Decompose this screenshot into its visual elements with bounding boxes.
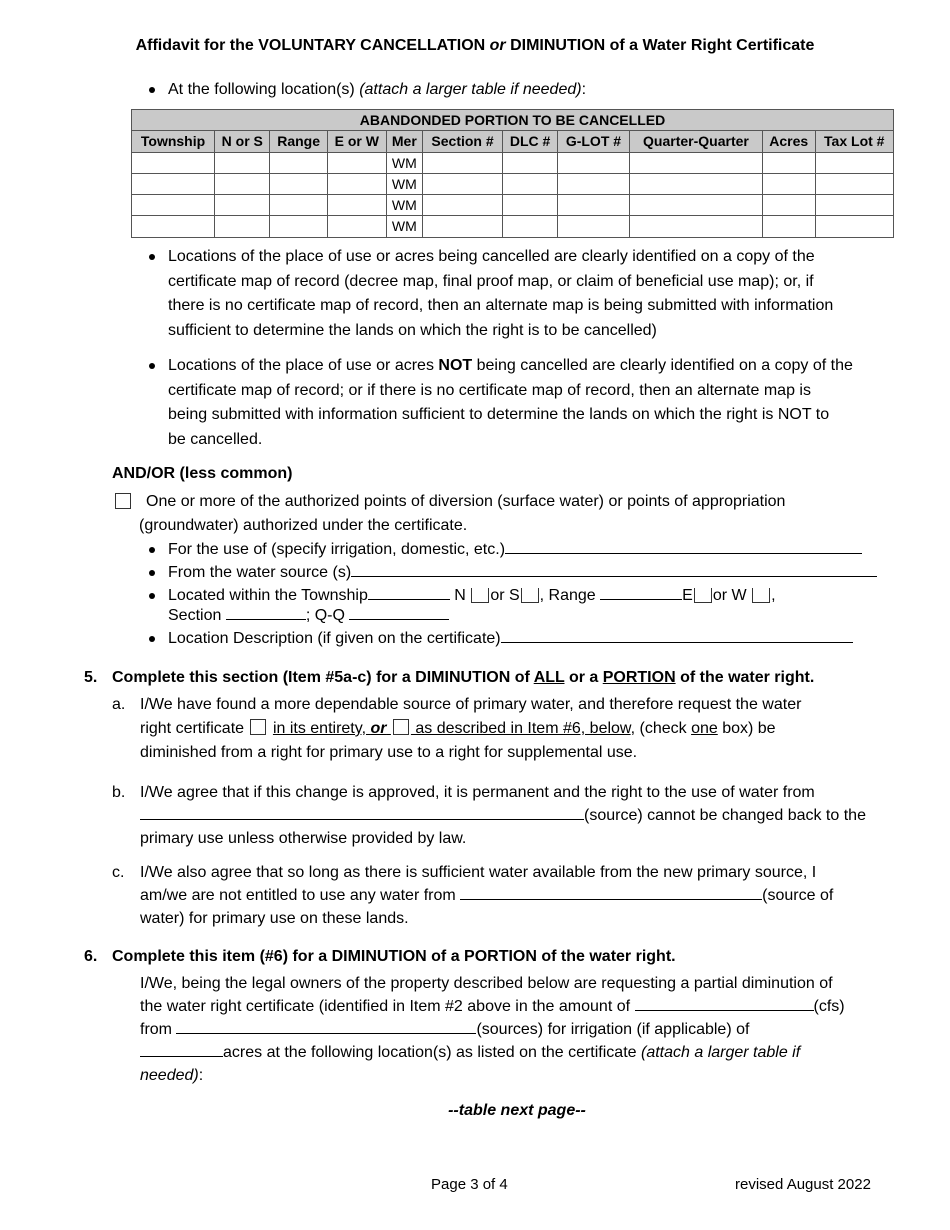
table-cell[interactable] <box>815 152 893 173</box>
table-cell[interactable] <box>327 195 386 216</box>
table-cell[interactable] <box>215 195 270 216</box>
item5c-text: I/We also agree that so long as there is sufficient water available from the new primary source, I am/we are not entitled to use any water from (source of water) for primary use on these lands. <box>140 864 834 927</box>
table-cell: WM <box>386 173 422 194</box>
entirety-checkbox[interactable] <box>250 719 266 735</box>
column-header: DLC # <box>503 131 557 152</box>
table-cell[interactable] <box>762 216 815 237</box>
table-cell[interactable] <box>422 173 503 194</box>
item6-number: 6. <box>84 948 98 965</box>
source-field: From the water source (s) <box>168 561 877 584</box>
table-cell[interactable] <box>270 216 327 237</box>
table-cell[interactable] <box>327 152 386 173</box>
column-header: Mer <box>386 131 422 152</box>
table-cell[interactable] <box>422 195 503 216</box>
table-row <box>132 195 894 216</box>
document-title: Affidavit for the VOLUNTARY CANCELLATION or DIMINUTION of a Water Right Certificate <box>135 37 815 54</box>
source-5b-input[interactable] <box>140 805 584 820</box>
west-checkbox[interactable] <box>752 588 770 603</box>
table-cell[interactable] <box>557 152 629 173</box>
table-cell[interactable] <box>762 195 815 216</box>
table-cell[interactable] <box>503 195 557 216</box>
item5-heading: Complete this section (Item #5a-c) for a DIMINUTION of ALL or a PORTION of the water right. <box>112 669 815 686</box>
column-header: Tax Lot # <box>815 131 893 152</box>
table-cell[interactable] <box>132 216 215 237</box>
page-number: Page 3 of 4 <box>431 1176 508 1193</box>
table-row <box>132 216 894 237</box>
andor-heading: AND/OR (less common) <box>112 465 293 482</box>
column-header: N or S <box>215 131 270 152</box>
table-cell: WM <box>386 152 422 173</box>
table-cell[interactable] <box>503 173 557 194</box>
table-cell[interactable] <box>557 173 629 194</box>
source-5c-input[interactable] <box>460 885 762 900</box>
range-input[interactable] <box>600 585 682 600</box>
table-cell[interactable] <box>503 152 557 173</box>
item5c-letter: c. <box>112 864 125 881</box>
table-cell[interactable] <box>630 173 763 194</box>
item5b-letter: b. <box>112 784 126 801</box>
item5-number: 5. <box>84 669 98 686</box>
portion-checkbox[interactable] <box>393 719 409 735</box>
table-cell: WM <box>386 216 422 237</box>
revision-date: revised August 2022 <box>735 1176 871 1193</box>
column-header: G-LOT # <box>557 131 629 152</box>
table-cell[interactable] <box>630 216 763 237</box>
item5a-text: I/We have found a more dependable source of primary water, and therefore request the water right certificate in its entirety, or as described in Item #6, below, (check one box) be diminished from a right for primary use to a right for supplemental use. <box>140 696 802 761</box>
table-next-page-note: --table next page-- <box>448 1102 586 1119</box>
table-cell[interactable] <box>630 152 763 173</box>
pod-checkbox[interactable] <box>115 493 131 509</box>
table-cell[interactable] <box>762 152 815 173</box>
table-row <box>132 173 894 194</box>
table-cell[interactable] <box>327 173 386 194</box>
table-cell[interactable] <box>815 195 893 216</box>
table-cell[interactable] <box>557 195 629 216</box>
use-input[interactable] <box>505 539 862 554</box>
table-cell[interactable] <box>503 216 557 237</box>
township-field: Located within the Township N or S , Range E or W , <box>168 584 776 607</box>
item6-text: I/We, being the legal owners of the property described below are requesting a partial diminution of the water right certificate (identified in Item #2 above in the amount of (cfs) from (sources) for irrigation (if applicable) of acres at the following location(s) as listed on the certificate (attach a larger table if needed): <box>140 975 845 1084</box>
qq-input[interactable] <box>349 605 449 620</box>
column-header: Section # <box>422 131 503 152</box>
cancelled-portion-table <box>131 109 894 238</box>
source-input[interactable] <box>351 562 877 577</box>
table-row <box>132 152 894 173</box>
column-header: Range <box>270 131 327 152</box>
sources-input[interactable] <box>176 1019 476 1034</box>
item6-heading: Complete this item (#6) for a DIMINUTION of a PORTION of the water right. <box>112 948 676 965</box>
bullet-cancelled-map: Locations of the place of use or acres being cancelled are clearly identified on a copy of the certificate map of record (decree map, final proof map, or claim of beneficial use map); or, if there is no certificate map of record, then an alternate map is being submitted with information sufficient to determine the lands on which the right is to be cancelled) <box>168 245 888 343</box>
table-cell[interactable] <box>422 216 503 237</box>
table-cell[interactable] <box>557 216 629 237</box>
table-cell[interactable] <box>630 195 763 216</box>
use-field: For the use of (specify irrigation, domestic, etc.) <box>168 538 862 561</box>
table-cell[interactable] <box>270 152 327 173</box>
table-cell[interactable] <box>132 195 215 216</box>
table-cell[interactable] <box>327 216 386 237</box>
column-header: E or W <box>327 131 386 152</box>
table-cell[interactable] <box>215 216 270 237</box>
bullet-not-cancelled-map: Locations of the place of use or acres NOT being cancelled are clearly identified on a copy of the certificate map of record; or if there is no certificate map of record, then an alternate map is being submitted with information sufficient to determine the lands on which the right is NOT to be cancelled. <box>168 354 888 452</box>
east-checkbox[interactable] <box>694 588 712 603</box>
column-header: Acres <box>762 131 815 152</box>
south-checkbox[interactable] <box>521 588 539 603</box>
table-cell[interactable] <box>422 152 503 173</box>
location-desc-field: Location Description (if given on the certificate) <box>168 627 853 650</box>
table-caption: ABANDONDED PORTION TO BE CANCELLED <box>132 110 894 131</box>
table-cell[interactable] <box>762 173 815 194</box>
column-header: Quarter-Quarter <box>630 131 763 152</box>
table-cell[interactable] <box>215 173 270 194</box>
township-input[interactable] <box>368 585 450 600</box>
section-field: Section ; Q-Q <box>168 604 449 627</box>
pod-text: One or more of the authorized points of diversion (surface water) or points of appropriation (groundwater) authorized under the certificate. <box>139 493 786 534</box>
location-intro: At the following location(s) (attach a larger table if needed): <box>168 78 586 101</box>
table-cell[interactable] <box>215 152 270 173</box>
item5b-text: I/We agree that if this change is approved, it is permanent and the right to the use of water from (source) cannot be changed back to the primary use unless otherwise provided by law. <box>140 784 866 847</box>
acres-input[interactable] <box>140 1042 223 1057</box>
table-cell[interactable] <box>132 152 215 173</box>
table-cell[interactable] <box>132 173 215 194</box>
column-header: Township <box>132 131 215 152</box>
item5a-letter: a. <box>112 696 126 713</box>
table-cell[interactable] <box>815 173 893 194</box>
table-cell[interactable] <box>270 195 327 216</box>
cfs-input[interactable] <box>635 996 814 1011</box>
section-input[interactable] <box>226 605 306 620</box>
location-desc-input[interactable] <box>501 628 853 643</box>
table-cell: WM <box>386 195 422 216</box>
table-cell[interactable] <box>270 173 327 194</box>
north-checkbox[interactable] <box>471 588 489 603</box>
table-cell[interactable] <box>815 216 893 237</box>
